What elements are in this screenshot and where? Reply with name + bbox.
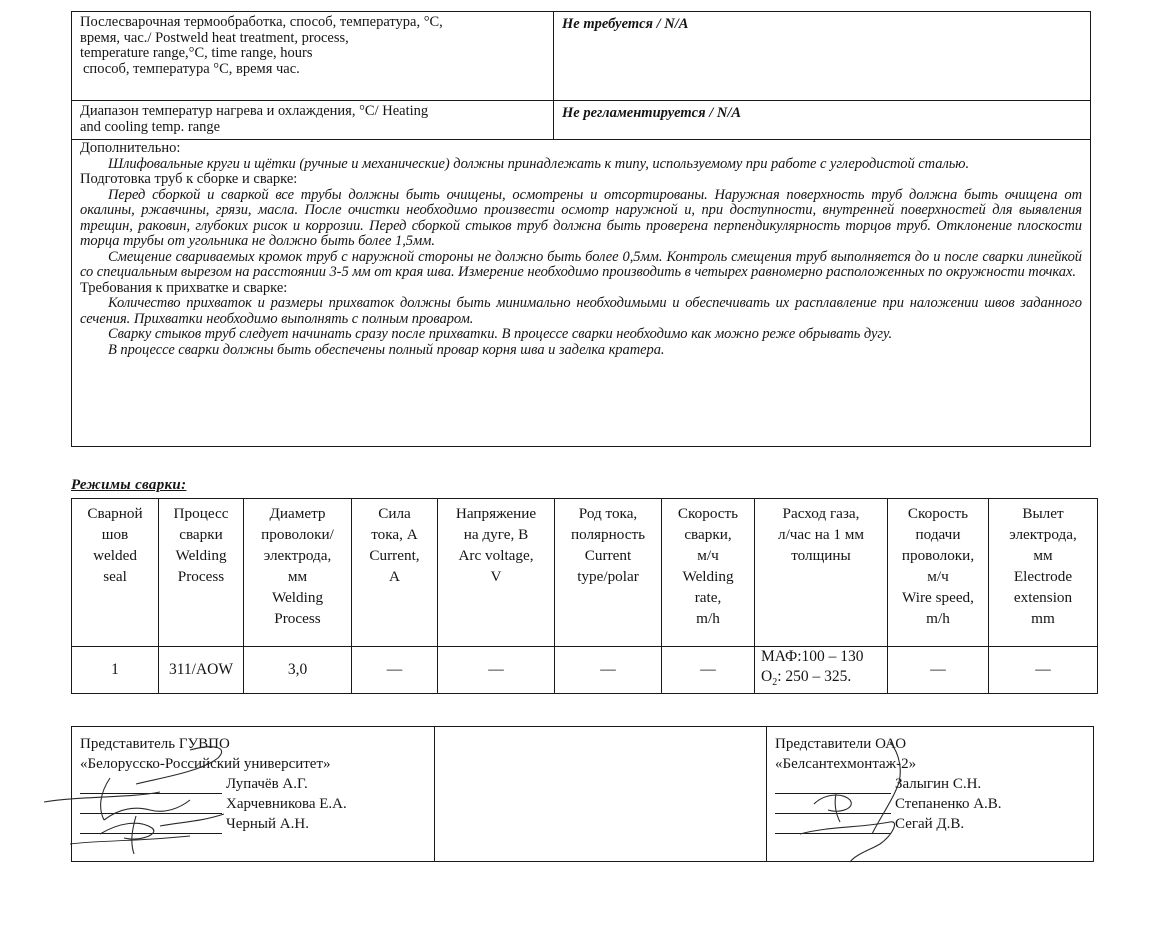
col-header-current: Сила тока, А Current, A xyxy=(352,499,438,647)
additional-notes xyxy=(72,140,1091,447)
company-org-line-2: «Белсантехмонтаж-2» xyxy=(775,756,917,772)
university-org-line-2: «Белорусско-Российский университет» xyxy=(80,756,331,772)
table-row xyxy=(72,727,1094,862)
cell-process: 311/AOW xyxy=(159,647,244,694)
postweld-heat-treatment-label: Послесварочная термообработка, способ, температура, °C, время, час./ Postweld heat treatment, process, temperature range,°C, time range, hours способ, температура °C, время час. xyxy=(72,12,554,101)
gas-flow-line-2: $O_2$: 250 – 325. xyxy=(761,668,852,689)
cell-gas-flow xyxy=(755,647,888,694)
notes-paragraph: Перед сборкой и сваркой все трубы должны быть очищены, осмотрены и отсортированы. Наружная поверхность труб должна быть очищена от окалины, ржавчины, грязи, масла. После очистки необходимо произвести осмотр наружной и, при доступности, внутренней поверхностей для выявления трещин, раковин, глубоких рисок и коррозии. Перед сборкой стыков труб должна быть проверена перпендикулярность торцов труб. Отклонение плоскости торца трубы от угольника не должно быть более 1,5мм. xyxy=(80,186,1082,249)
heating-cooling-range-value: Не регламентируется / N/A xyxy=(554,101,1091,140)
postweld-heat-treatment-value: Не требуется / N/A xyxy=(554,12,1091,101)
gas-flow-line-1: МАФ:100 – 130 xyxy=(761,648,864,665)
welding-modes-title: Режимы сварки: xyxy=(71,477,187,493)
signature-line: Залыгин С.Н. xyxy=(775,774,1085,794)
cell-current-type: — xyxy=(555,647,662,694)
table-row xyxy=(72,647,1098,694)
col-header-seam: Сварной шов welded seal xyxy=(72,499,159,647)
col-header-process: Процесс сварки Welding Process xyxy=(159,499,244,647)
cell-electrode-extension: — xyxy=(989,647,1098,694)
notes-paragraph: Шлифовальные круги и щётки (ручные и механические) должны принадлежать к типу, используемому при работе с углеродистой сталью. xyxy=(108,155,970,172)
table-row xyxy=(72,101,1091,140)
col-header-current-type: Род тока, полярность Current type/polar xyxy=(555,499,662,647)
col-header-wire-speed: Скорость подачи проволоки, м/ч Wire speed, m/h xyxy=(888,499,989,647)
signature-line: Степаненко А.В. xyxy=(775,794,1085,814)
notes-paragraph: Сварку стыков труб следует начинать сразу после прихватки. В процессе сварки необходимо как можно реже обрывать дугу. xyxy=(108,326,893,342)
signature-empty-cell xyxy=(435,727,767,862)
heating-cooling-range-label: Диапазон температур нагрева и охлаждения, °C/ Heating and cooling temp. range xyxy=(72,101,554,140)
cell-voltage: — xyxy=(438,647,555,694)
signature-line: Лупачёв А.Г. xyxy=(80,774,426,794)
notes-paragraph: Смещение свариваемых кромок труб с наружной стороны не должно быть более 0,5мм. Контроль смещения труб выполняется до и после сварки линейкой со специальным вырезом на расстоянии 3-5 мм от края шва. Измерение необходимо производить в четырех равномерно расположенных по окружности точках. xyxy=(80,248,1082,280)
table-row xyxy=(72,140,1091,447)
table-row xyxy=(72,12,1091,101)
notes-paragraph: Количество прихваток и размеры прихваток должны быть минимально необходимыми и обеспечивать их расплавление при наложении швов заданного сечения. Прихватки необходимо выполнять с полным проваром. xyxy=(80,295,1082,327)
signature-line: Черный А.Н. xyxy=(80,814,426,834)
notes-heading-tack-welding: Требования к прихватке и сварке: xyxy=(80,279,288,296)
signature-line: Сегай Д.В. xyxy=(775,814,1085,834)
signature-company xyxy=(767,727,1094,862)
col-header-electrode-extension: Вылет электрода, мм Electrode extension mm xyxy=(989,499,1098,647)
table-header-row xyxy=(72,499,1098,647)
col-header-welding-rate: Скорость сварки, м/ч Welding rate, m/h xyxy=(662,499,755,647)
notes-heading-additional: Дополнительно: xyxy=(80,140,181,156)
university-org-line-1: Представитель ГУВПО xyxy=(80,736,230,752)
notes-heading-preparation: Подготовка труб к сборке и сварке: xyxy=(80,171,298,187)
cell-diameter: 3,0 xyxy=(244,647,352,694)
signature-line: Харчевникова Е.А. xyxy=(80,794,426,814)
signature-university xyxy=(72,727,435,862)
col-header-diameter: Диаметр проволоки/ электрода, мм Welding Process xyxy=(244,499,352,647)
cell-seam: 1 xyxy=(72,647,159,694)
col-header-gas-flow: Расход газа, л/час на 1 мм толщины xyxy=(755,499,888,647)
cell-current: — xyxy=(352,647,438,694)
col-header-voltage: Напряжение на дуге, В Arc voltage, V xyxy=(438,499,555,647)
postweld-parameters-table xyxy=(71,11,1091,447)
notes-paragraph: В процессе сварки должны быть обеспечены полный провар корня шва и заделка кратера. xyxy=(108,341,665,358)
welding-modes-table xyxy=(71,498,1098,694)
cell-wire-speed: — xyxy=(888,647,989,694)
cell-welding-rate: — xyxy=(662,647,755,694)
signature-block xyxy=(71,726,1094,862)
company-org-line-1: Представители ОАО xyxy=(775,736,907,752)
